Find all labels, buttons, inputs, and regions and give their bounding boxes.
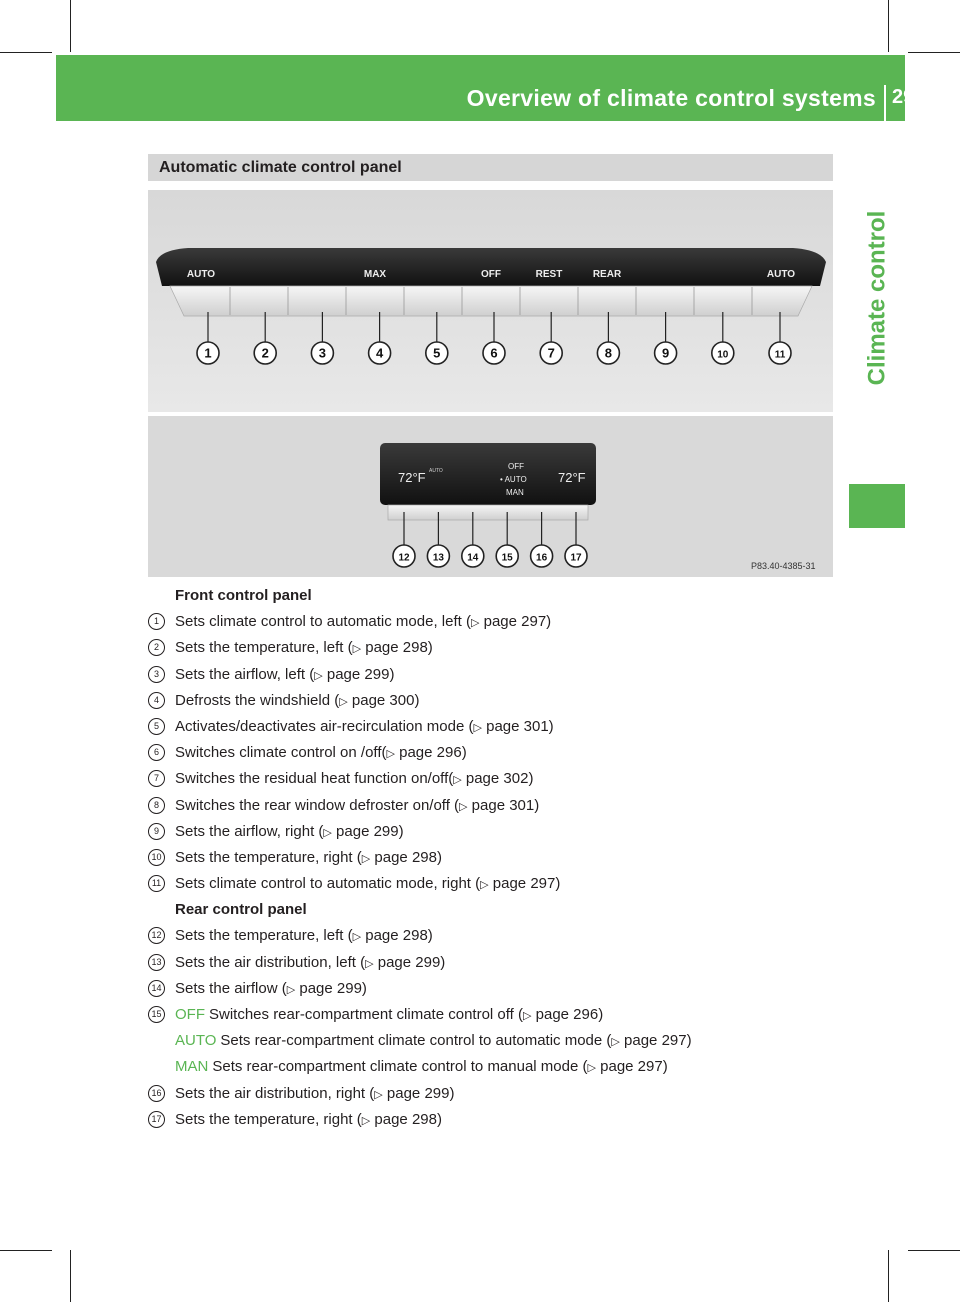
crop-mark — [888, 1250, 889, 1302]
legend-item — [148, 612, 848, 638]
legend-list — [148, 586, 848, 1136]
legend-item — [148, 796, 848, 822]
item-description: Activates/deactivates air-recirculation mode ( — [175, 717, 474, 735]
page-reference[interactable]: page 298) — [365, 639, 433, 657]
page-ref-icon: ▷ — [470, 617, 480, 630]
legend-item — [148, 769, 848, 795]
page-ref-icon: ▷ — [352, 643, 362, 656]
page-ref-icon: ▷ — [286, 983, 296, 996]
page-ref-icon: ▷ — [480, 879, 489, 892]
item-text — [175, 1110, 442, 1131]
page-reference[interactable]: page 300) — [351, 691, 420, 709]
item-text — [175, 979, 367, 1000]
crop-mark — [908, 1250, 960, 1251]
side-tab — [849, 120, 905, 475]
item-description: Switches climate control on /off( — [175, 744, 387, 762]
crop-mark — [0, 52, 52, 53]
item-description: Sets the air distribution, right ( — [175, 1084, 375, 1102]
callout-number: 11 — [774, 349, 786, 361]
page-ref-icon: ▷ — [314, 669, 323, 682]
crop-mark — [0, 1250, 52, 1251]
item-text — [175, 1005, 603, 1026]
callout-number: 10 — [717, 349, 729, 361]
page-reference[interactable]: page 297) — [600, 1058, 668, 1076]
item-number: 4 — [148, 692, 165, 709]
crop-mark — [70, 1250, 71, 1302]
front-button-label: AUTO — [766, 269, 796, 280]
item-number: 16 — [148, 1085, 165, 1102]
page-reference[interactable]: page 296) — [399, 744, 467, 762]
legend-subheading — [148, 586, 848, 612]
item-text — [175, 796, 539, 817]
legend-item — [148, 717, 848, 743]
page-ref-icon: ▷ — [459, 800, 468, 813]
page-ref-icon: ▷ — [587, 1062, 596, 1075]
item-description: Sets the temperature, right ( — [175, 848, 362, 866]
subheading-text: Front control panel — [175, 587, 312, 604]
item-number: 1 — [148, 613, 165, 630]
page-reference[interactable]: page 297) — [624, 1032, 692, 1050]
rear-left-temp: 72°F — [398, 470, 426, 485]
page-number: 295 — [892, 86, 926, 108]
page-title: Overview of climate control systems — [466, 85, 876, 111]
item-number: 15 — [148, 1006, 165, 1023]
item-number: 9 — [148, 823, 165, 840]
callout-number: 1 — [204, 345, 212, 361]
legend-item — [148, 926, 848, 952]
page-ref-icon: ▷ — [453, 774, 462, 787]
legend-item — [148, 1110, 848, 1136]
mode-label: MAN — [175, 1058, 209, 1076]
item-number: 2 — [148, 639, 165, 656]
page-ref-icon: ▷ — [361, 1114, 371, 1127]
callout-number: 13 — [432, 552, 444, 564]
callout-number: 6 — [490, 345, 498, 361]
front-panel-bar — [156, 248, 826, 286]
item-description: Sets rear-compartment climate control to automatic mode ( — [220, 1032, 612, 1050]
page-reference[interactable]: page 297) — [483, 613, 552, 631]
callout-number: 2 — [261, 345, 269, 361]
legend-item — [148, 822, 848, 848]
item-text — [175, 612, 551, 633]
item-text — [175, 769, 533, 790]
item-text — [175, 691, 419, 712]
callout-number: 4 — [375, 345, 384, 361]
item-text — [175, 848, 442, 869]
page-reference[interactable]: page 299) — [386, 1084, 455, 1102]
page-reference[interactable]: page 301) — [471, 796, 540, 814]
legend-item — [148, 848, 848, 874]
page-ref-icon: ▷ — [365, 957, 374, 970]
side-tab-block — [849, 484, 905, 528]
legend-subheading — [148, 900, 848, 926]
page-reference[interactable]: page 298) — [374, 1110, 442, 1128]
rear-mode-man: MAN — [506, 488, 524, 497]
legend-item — [148, 1084, 848, 1110]
legend-item — [148, 1057, 848, 1083]
item-number: 12 — [148, 927, 165, 944]
side-tab-label: Climate control — [863, 210, 891, 385]
legend-item — [148, 691, 848, 717]
page-reference[interactable]: page 298) — [374, 848, 442, 866]
item-text — [175, 953, 445, 974]
item-number: 13 — [148, 954, 165, 971]
legend-item — [148, 953, 848, 979]
mode-label: OFF — [175, 1006, 205, 1023]
item-text — [175, 874, 560, 895]
section-title: Automatic climate control panel — [148, 154, 833, 181]
page-ref-icon: ▷ — [323, 826, 332, 839]
callout-number: 7 — [547, 345, 555, 361]
legend-item — [148, 979, 848, 1005]
page-reference[interactable]: page 296) — [535, 1006, 604, 1023]
callout-number: 5 — [433, 345, 441, 361]
item-description: Switches rear-compartment climate control off ( — [209, 1006, 523, 1023]
item-description: Sets the air distribution, left ( — [175, 953, 366, 971]
item-number: 8 — [148, 797, 165, 814]
front-button-label: MAX — [363, 269, 387, 280]
item-text — [175, 665, 394, 686]
page-reference[interactable]: page 299) — [377, 953, 446, 971]
item-text — [175, 743, 467, 764]
item-text — [175, 822, 404, 843]
legend-item — [148, 1031, 848, 1057]
rear-right-temp: 72°F — [558, 470, 586, 485]
rear-mode-auto: • AUTO — [500, 475, 527, 484]
page-reference[interactable]: page 302) — [465, 770, 534, 788]
item-number: 10 — [148, 849, 165, 866]
page-reference[interactable]: page 299) — [326, 665, 395, 683]
page-reference[interactable]: page 297) — [492, 875, 561, 893]
item-description: Sets climate control to automatic mode, left ( — [175, 613, 471, 631]
crop-mark — [888, 0, 889, 52]
page-reference[interactable]: page 299) — [299, 979, 367, 997]
legend-item — [148, 638, 848, 664]
item-description: Switches the rear window defroster on/off ( — [175, 796, 460, 814]
subheading-text: Rear control panel — [175, 901, 307, 919]
item-number: 14 — [148, 980, 165, 997]
page-reference[interactable]: page 298) — [365, 927, 433, 945]
front-button-label: REST — [535, 269, 563, 280]
item-text — [175, 1057, 668, 1078]
item-description: Sets climate control to automatic mode, right ( — [175, 875, 481, 893]
item-number: 17 — [148, 1111, 165, 1128]
item-text — [175, 638, 433, 659]
item-number: 6 — [148, 744, 165, 761]
item-description: Sets the airflow, right ( — [175, 822, 324, 840]
page-reference[interactable]: page 299) — [336, 822, 404, 840]
item-description: Sets the airflow, left ( — [175, 665, 315, 683]
item-number: 11 — [148, 875, 165, 892]
item-number: 5 — [148, 718, 165, 735]
page-ref-icon: ▷ — [361, 852, 371, 865]
page-ref-icon: ▷ — [523, 1010, 532, 1022]
legend-item — [148, 874, 848, 900]
callout-number: 3 — [318, 345, 327, 361]
figure-code: P83.40-4385-31 — [751, 561, 816, 571]
page-ref-icon: ▷ — [352, 931, 362, 944]
front-button-label: OFF — [481, 269, 501, 280]
page-ref-icon: ▷ — [473, 721, 482, 734]
callout-number: 14 — [467, 552, 479, 564]
item-description: Sets the temperature, left ( — [175, 927, 353, 945]
page-ref-icon: ▷ — [611, 1036, 620, 1049]
front-button-strip — [170, 286, 812, 316]
callout-number: 8 — [604, 345, 613, 361]
item-description: Sets the airflow ( — [175, 979, 287, 997]
item-description: Sets rear-compartment climate control to manual mode ( — [212, 1058, 588, 1076]
legend-item — [148, 1005, 848, 1031]
callout-number: 15 — [501, 552, 513, 564]
page-ref-icon: ▷ — [339, 695, 348, 708]
page-header — [56, 55, 926, 121]
front-button-label: REAR — [592, 269, 622, 280]
legend-item — [148, 743, 848, 769]
item-description: Sets the temperature, right ( — [175, 1110, 362, 1128]
callout-number: 12 — [398, 552, 410, 564]
front-button-label: AUTO — [186, 269, 216, 280]
item-text — [175, 1084, 454, 1105]
item-number: 3 — [148, 666, 165, 683]
page-ref-icon: ▷ — [374, 1088, 383, 1101]
callout-number: 16 — [536, 552, 548, 564]
item-description: Defrosts the windshield ( — [175, 691, 340, 709]
item-text — [175, 1031, 692, 1052]
item-text — [175, 926, 433, 947]
rear-button-strip — [388, 505, 588, 520]
rear-mode-off: OFF — [508, 462, 524, 471]
mode-label: AUTO — [175, 1032, 217, 1050]
item-text — [175, 717, 554, 738]
legend-item — [148, 665, 848, 691]
header-divider — [884, 85, 886, 121]
item-number: 7 — [148, 770, 165, 787]
callout-number: 9 — [661, 345, 670, 361]
page-reference[interactable]: page 301) — [486, 717, 554, 735]
item-description: Sets the temperature, left ( — [175, 639, 353, 657]
rear-auto-small: AUTO — [429, 468, 443, 474]
crop-mark — [70, 0, 71, 52]
crop-mark — [908, 52, 960, 53]
item-description: Switches the residual heat function on/off( — [175, 770, 454, 788]
page-ref-icon: ▷ — [386, 748, 395, 761]
control-panel-figure — [148, 190, 833, 577]
callout-number: 17 — [570, 552, 582, 564]
